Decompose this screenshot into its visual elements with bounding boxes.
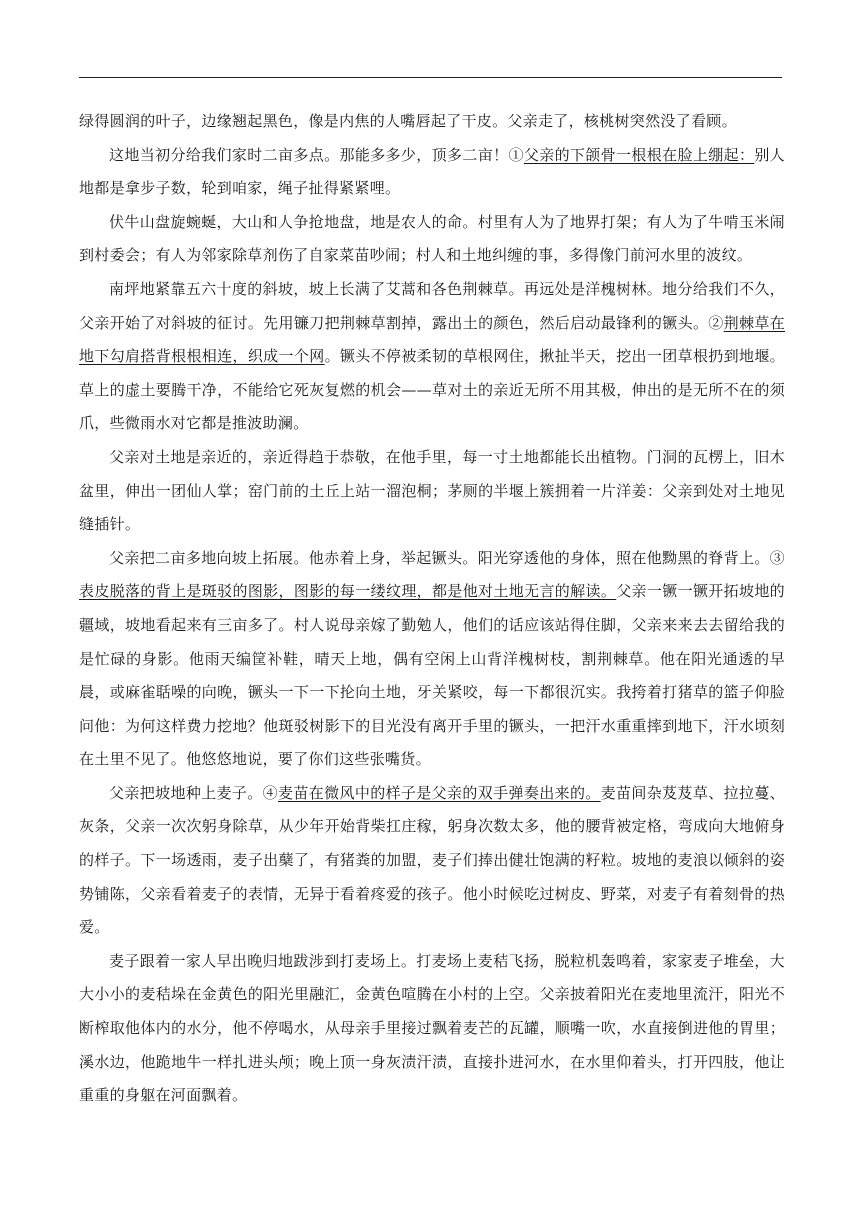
paragraph: [79, 273, 785, 441]
underlined-sentence: 麦苗在微风中的样子是父亲的双手弹奏出来的。: [278, 783, 601, 802]
article-body: [79, 105, 785, 1113]
text-segment: 父亲把二亩多地向坡上拓展。他赤着上身，举起镢头。阳光穿透他的身体，照在他黝黑的脊背上。③: [109, 548, 785, 567]
text-segment: 这地当初分给我们家时二亩多点。那能多多少，顶多二亩！①: [109, 145, 524, 164]
text-segment: 父亲把坡地种上麦子。④: [109, 783, 279, 802]
text-segment: 绿得圆润的叶子，边缘翘起黑色，像是内焦的人嘴唇起了干皮。父亲走了，核桃树突然没了看顾。: [79, 112, 737, 130]
paragraph: [79, 542, 785, 777]
text-segment: 别人地都是拿步子数，轮到咱家，绳子扯得紧紧哩。: [79, 145, 785, 198]
header-rule: [79, 77, 782, 78]
text-segment: 父亲一镢一镢开拓坡地的疆域，坡地看起来有三亩多了。村人说母亲嫁了勤勉人，他们的话应该站得住脚，父亲来来去去留给我的是忙碌的身影。他雨天编筐补鞋，晴天上地，偶有空闲上山背洋槐树枝，割荆棘草。他在阳光通透的早晨，或麻雀聒噪的向晚，镢头一下一下抡向土地，牙关紧咬，每一下都很沉实。我挎着打猪草的篮子仰脸问他：为何这样费力挖地？他斑驳树影下的目光没有离开手里的镢头，一把汗水重重摔到地下，汗水顷刻在土里不见了。他悠悠地说，要了你们这些张嘴货。: [79, 582, 785, 769]
paragraph: [79, 945, 785, 1113]
paragraph: [79, 139, 785, 206]
underlined-sentence: 表皮脱落的背上是斑驳的图影，图影的每一缕纹理，都是他对土地无言的解读。: [79, 582, 617, 601]
text-segment: 伏牛山盘旋蜿蜒，大山和人争抢地盘，地是农人的命。村里有人为了地界打架；有人为了牛啃玉米闹到村委会；有人为邻家除草剂伤了自家菜苗吵闹；村人和土地纠缠的事，多得像门前河水里的波纹。: [79, 212, 785, 265]
text-segment: 。镢头不停被柔韧的草根网住，揪扯半天，挖出一团草根扔到地堰。草上的虚土要腾干净，不能给它死灰复燃的机会——草对土的亲近无所不用其极，伸出的是无所不在的须爪，些微雨水对它都是推波助澜。: [79, 347, 785, 433]
text-segment: 麦苗间杂芨芨草、拉拉蔓、灰条，父亲一次次躬身除草，从少年开始背柴扛庄稼，躬身次数太多，他的腰背被定格，弯成向大地俯身的样子。下一场透雨，麦子出蘖了，有猪粪的加盟，麦子们捧出健壮饱满的籽粒。坡地的麦浪以倾斜的姿势铺陈，父亲看着麦子的表情，无异于看着疼爱的孩子。他小时候吃过树皮、野菜，对麦子有着刻骨的热爱。: [79, 783, 785, 937]
text-segment: 南坪地紧靠五六十度的斜坡，坡上长满了艾蒿和各色荆棘草。再远处是洋槐树林。地分给我们不久，父亲开始了对斜坡的征讨。先用镰刀把荆棘草割掉，露出土的颜色，然后启动最锋利的镢头。②: [79, 279, 785, 332]
paragraph: [79, 105, 785, 139]
paragraph: [79, 777, 785, 945]
text-segment: 麦子跟着一家人早出晚归地跋涉到打麦场上。打麦场上麦秸飞扬，脱粒机轰鸣着，家家麦子堆垒，大大小小的麦秸垛在金黄色的阳光里融汇，金黄色喧腾在小村的上空。父亲披着阳光在麦地里流汗，阳光不断榨取他体内的水分，他不停喝水，从母亲手里接过飘着麦芒的瓦罐，顺嘴一吹，水直接倒进他的胃里；溪水边，他跪地牛一样扎进头颅；晚上顶一身灰渍汗渍，直接扑进河水，在水里仰着头，打开四肢，他让重重的身躯在河面飘着。: [79, 951, 785, 1105]
text-segment: 父亲对土地是亲近的，亲近得趋于恭敬，在他手里，每一寸土地都能长出植物。门洞的瓦楞上，旧木盆里，伸出一团仙人掌；窑门前的土丘上站一溜泡桐；茅厕的半堰上簇拥着一片洋姜：父亲到处对土地见缝插针。: [79, 447, 785, 534]
paragraph: [79, 441, 785, 542]
underlined-sentence: 荆棘草在地下勾肩搭背根根相连，织成一个网: [79, 313, 786, 366]
underlined-sentence: 父亲的下颌骨一根根在脸上绷起：: [523, 145, 755, 164]
paragraph: [79, 206, 785, 273]
